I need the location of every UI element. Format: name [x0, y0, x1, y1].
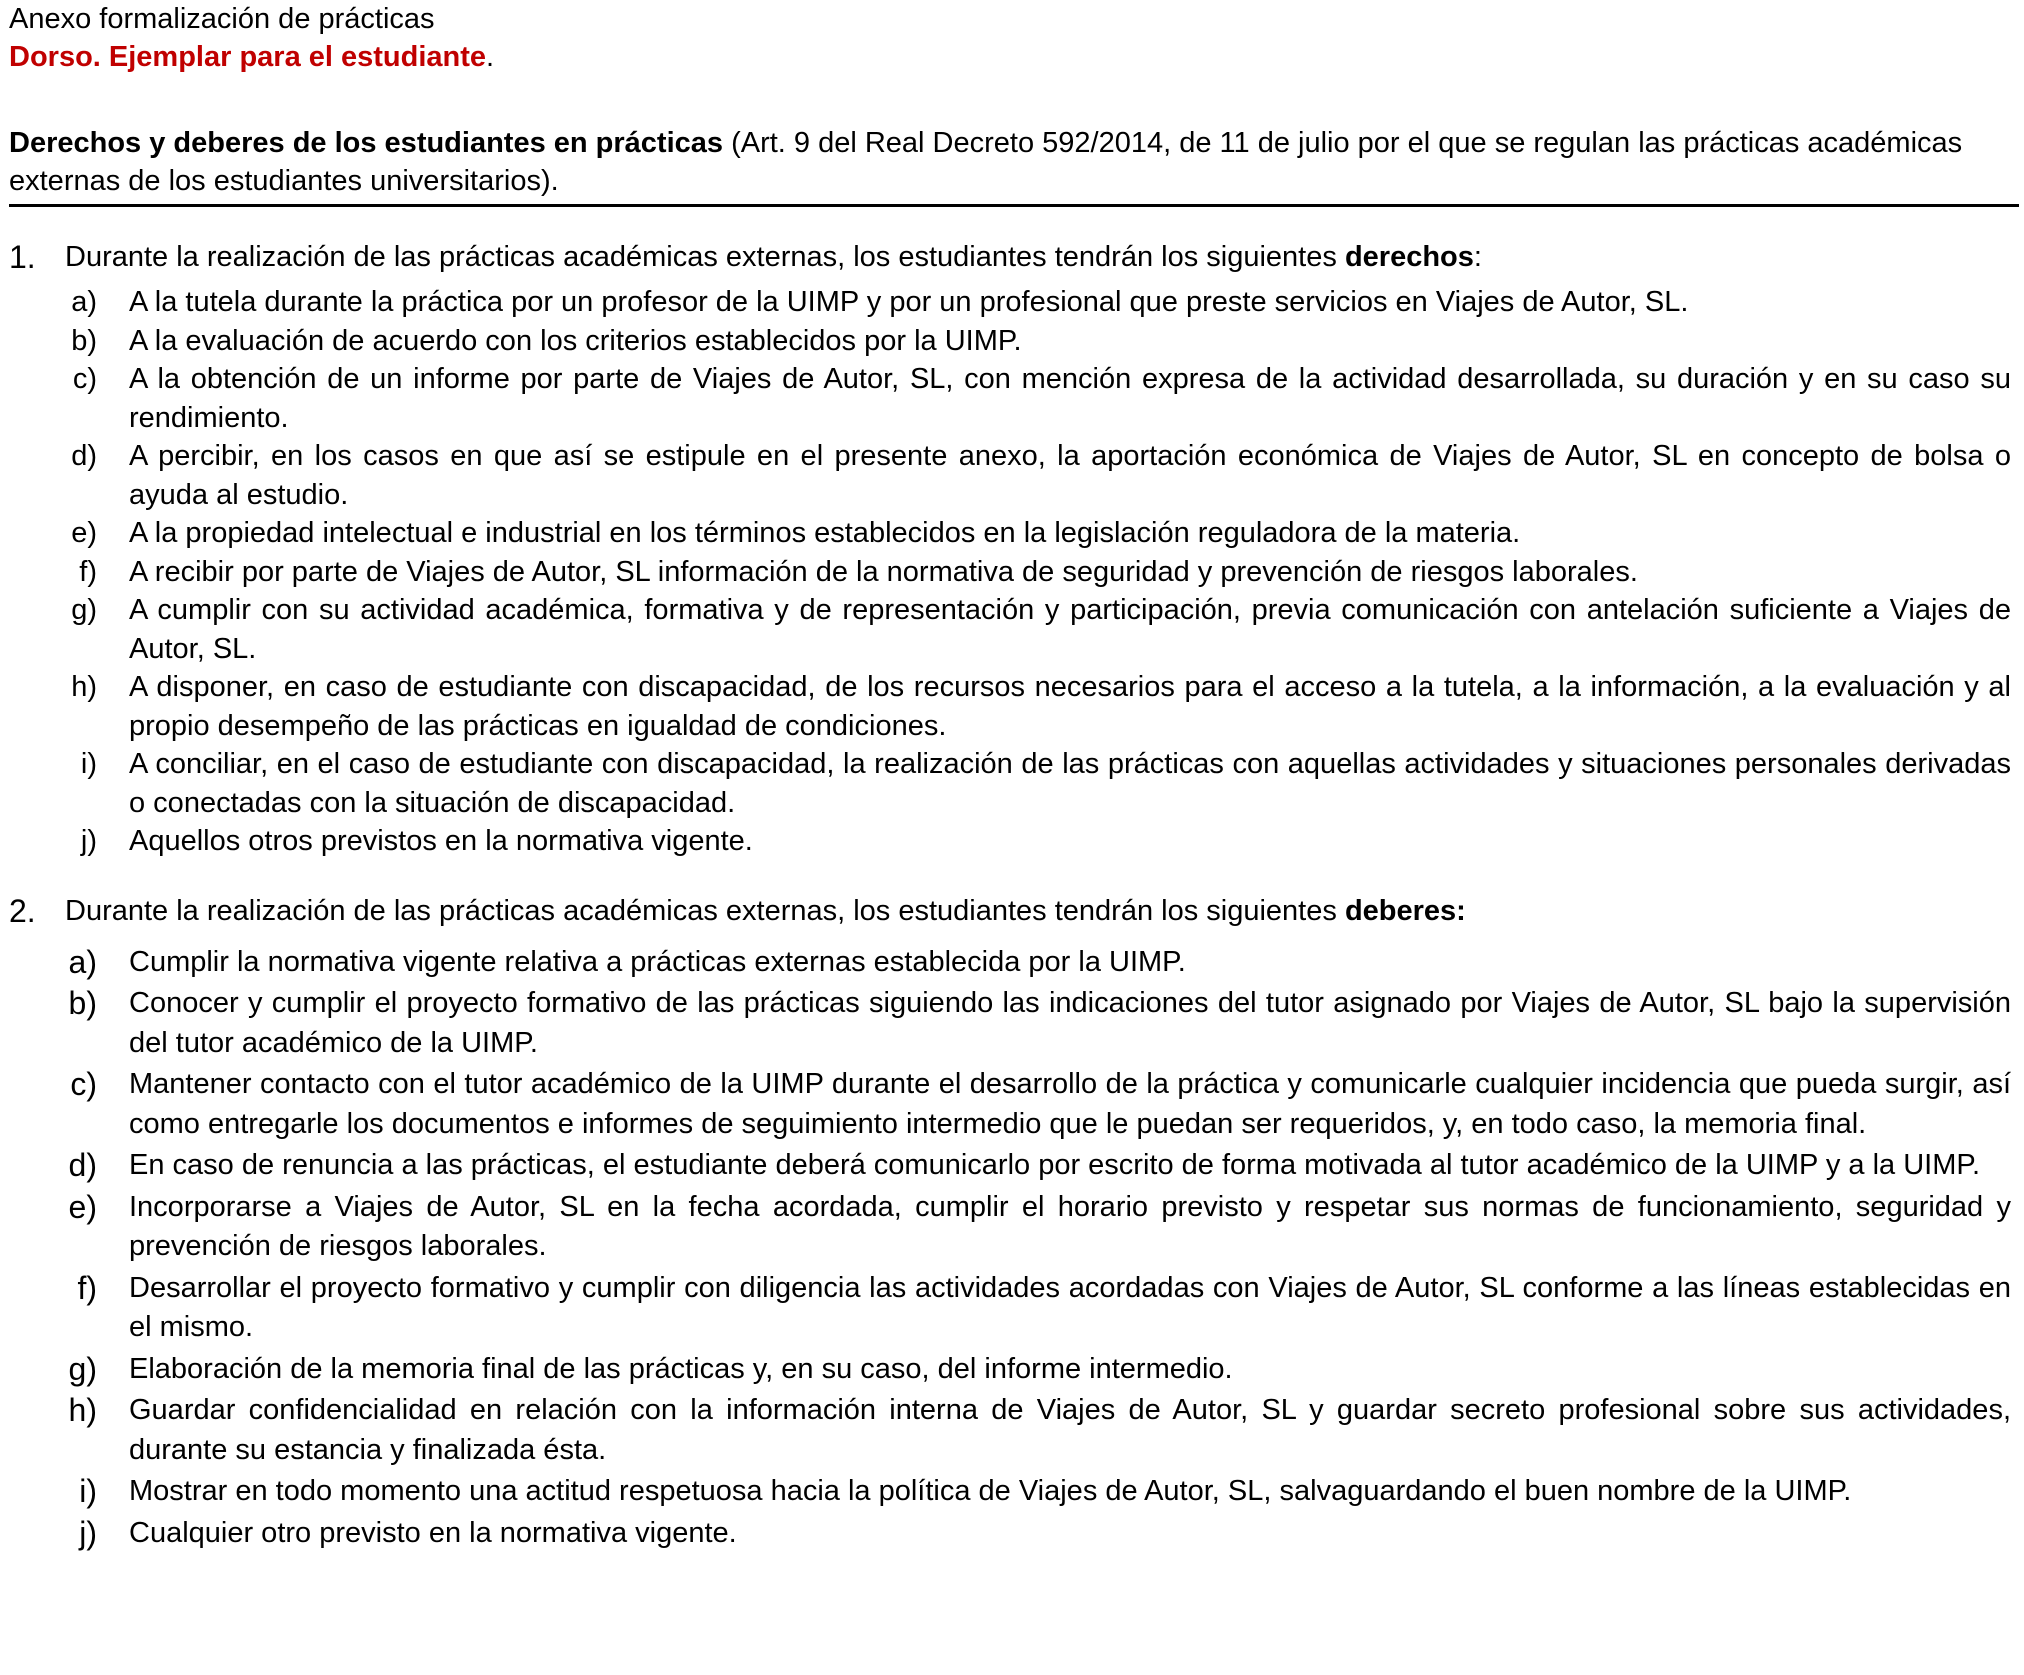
item-text: A cumplir con su actividad académica, formativa y de representación y participación, previa comunicación con antelación suficiente a Viajes de Autor, SL.	[129, 594, 2011, 665]
list-item	[9, 1065, 2019, 1144]
duties-intro	[65, 891, 1466, 931]
item-letter: g)	[68, 1350, 97, 1387]
item-letter: e)	[71, 517, 97, 549]
subtitle-period: .	[486, 41, 495, 73]
list-item	[9, 745, 2019, 822]
list-item	[9, 1146, 2019, 1186]
item-letter: b)	[71, 324, 97, 357]
item-text: Mostrar en todo momento una actitud respetuosa hacia la política de Viajes de Autor, SL, salvaguardando el buen nombre de la UIMP.	[129, 1475, 1852, 1507]
list-item	[9, 943, 2019, 983]
item-letter: f)	[79, 555, 97, 588]
subtitle-text: Dorso. Ejemplar para el estudiante	[9, 41, 487, 73]
item-text: Elaboración de la memoria final de las prácticas y, en su caso, del informe intermedio.	[129, 1352, 1233, 1385]
item-letter: f)	[77, 1269, 97, 1306]
list-item	[9, 553, 2019, 592]
list-item	[9, 1391, 2019, 1470]
list-item	[9, 1188, 2019, 1267]
item-text: Incorporarse a Viajes de Autor, SL en la fecha acordada, cumplir el horario previsto y respetar sus normas de funcionamiento, seguridad y prevención de riesgos laborales.	[129, 1190, 2011, 1262]
duties-section	[9, 891, 2019, 1554]
item-letter: d)	[71, 440, 97, 472]
item-text: Desarrollar el proyecto formativo y cumplir con diligencia las actividades acordadas con Viajes de Autor, SL conforme a las líneas establecidas en el mismo.	[129, 1271, 2011, 1343]
item-letter: g)	[71, 594, 97, 626]
rights-intro	[65, 237, 1482, 277]
item-letter: c)	[70, 1066, 97, 1102]
document-title: Anexo formalización de prácticas	[9, 3, 435, 35]
item-text: A conciliar, en el caso de estudiante con discapacidad, la realización de las prácticas con aquellas actividades y situaciones personales derivadas o conectadas con la situación de discapacidad.	[129, 748, 2011, 819]
item-text: A disponer, en caso de estudiante con discapacidad, de los recursos necesarios para el acceso a la tutela, a la información, a la evaluación y al propio desempeño de las prácticas en igualdad de condiciones.	[129, 671, 2011, 742]
item-text: En caso de renuncia a las prácticas, el estudiante deberá comunicarlo por escrito de forma motivada al tutor académico de la UIMP y a la UIMP.	[129, 1149, 1981, 1181]
item-letter: i)	[79, 1473, 97, 1509]
list-item	[9, 1472, 2019, 1512]
item-letter: c)	[72, 363, 97, 395]
heading-bold: Derechos y deberes de los estudiantes en prácticas	[9, 127, 724, 159]
item-text: Conocer y cumplir el proyecto formativo de las prácticas siguiendo las indicaciones del tutor asignado por Viajes de Autor, SL bajo la supervisión del tutor académico de la UIMP.	[129, 987, 2011, 1059]
section-heading	[9, 124, 2019, 207]
list-item	[9, 283, 2019, 322]
item-text: A la evaluación de acuerdo con los criterios establecidos por la UIMP.	[129, 324, 1022, 357]
list-item	[9, 668, 2019, 745]
item-letter: b)	[68, 985, 97, 1021]
list-item	[9, 1514, 2019, 1554]
list-item	[9, 591, 2019, 668]
item-letter: a)	[71, 286, 97, 318]
item-text: A la tutela durante la práctica por un profesor de la UIMP y por un profesional que preste servicios en Viajes de Autor, SL.	[129, 286, 1689, 318]
item-letter: i)	[80, 748, 97, 780]
item-letter: d)	[68, 1147, 97, 1183]
item-letter: h)	[71, 671, 97, 703]
duties-number: 2.	[9, 892, 36, 929]
rights-suffix: :	[1473, 241, 1482, 273]
item-text: Cualquier otro previsto en la normativa vigente.	[129, 1516, 737, 1549]
list-item	[9, 514, 2019, 553]
rights-header	[9, 237, 2019, 277]
rights-intro-text: Durante la realización de las prácticas académicas externas, los estudiantes tendrán los siguientes	[65, 241, 1345, 273]
rights-keyword: derechos	[1344, 241, 1474, 273]
item-text: A la propiedad intelectual e industrial en los términos establecidos en la legislación reguladora de la materia.	[129, 517, 1521, 549]
duties-keyword: deberes:	[1344, 894, 1466, 927]
item-letter: e)	[68, 1188, 97, 1225]
item-text: Mantener contacto con el tutor académico de la UIMP durante el desarrollo de la práctica y comunicarle cualquier incidencia que pueda surgir, así como entregarle los documentos e informes de seguimiento intermedio que le puedan ser requeridos, y, en todo caso, la memoria final.	[129, 1068, 2011, 1140]
rights-number: 1.	[9, 239, 36, 275]
item-letter: j)	[80, 825, 97, 857]
duties-intro-text: Durante la realización de las prácticas académicas externas, los estudiantes tendrán los siguientes	[65, 894, 1345, 927]
duties-header	[9, 891, 2019, 931]
list-item	[9, 1269, 2019, 1348]
item-letter: h)	[68, 1392, 97, 1428]
list-item	[9, 984, 2019, 1063]
item-letter: a)	[68, 943, 97, 980]
list-item	[9, 437, 2019, 514]
duties-list	[9, 943, 2019, 1554]
heading-reference: (Art. 9 del Real Decreto 592/2014, de 11 de julio por el que se regulan las prácticas académicas externas de los estudiantes universitarios).	[9, 127, 1963, 197]
rights-section	[9, 237, 2019, 861]
item-text: A recibir por parte de Viajes de Autor, SL información de la normativa de seguridad y prevención de riesgos laborales.	[129, 555, 1638, 588]
item-text: Cumplir la normativa vigente relativa a prácticas externas establecida por la UIMP.	[129, 945, 1186, 978]
item-text: A percibir, en los casos en que así se estipule en el presente anexo, la aportación económica de Viajes de Autor, SL en concepto de bolsa o ayuda al estudio.	[129, 440, 2011, 511]
list-item	[9, 1350, 2019, 1390]
item-text: Guardar confidencialidad en relación con la información interna de Viajes de Autor, SL y guardar secreto profesional sobre sus actividades, durante su estancia y finalizada ésta.	[129, 1394, 2011, 1466]
list-item	[9, 822, 2019, 861]
list-item	[9, 322, 2019, 361]
document-subtitle	[9, 38, 2019, 76]
rights-list	[9, 283, 2019, 861]
item-text: A la obtención de un informe por parte de Viajes de Autor, SL, con mención expresa de la actividad desarrollada, su duración y en su caso su rendimiento.	[129, 363, 2011, 434]
item-text: Aquellos otros previstos en la normativa vigente.	[129, 825, 753, 857]
item-letter: j)	[79, 1514, 97, 1551]
list-item	[9, 360, 2019, 437]
